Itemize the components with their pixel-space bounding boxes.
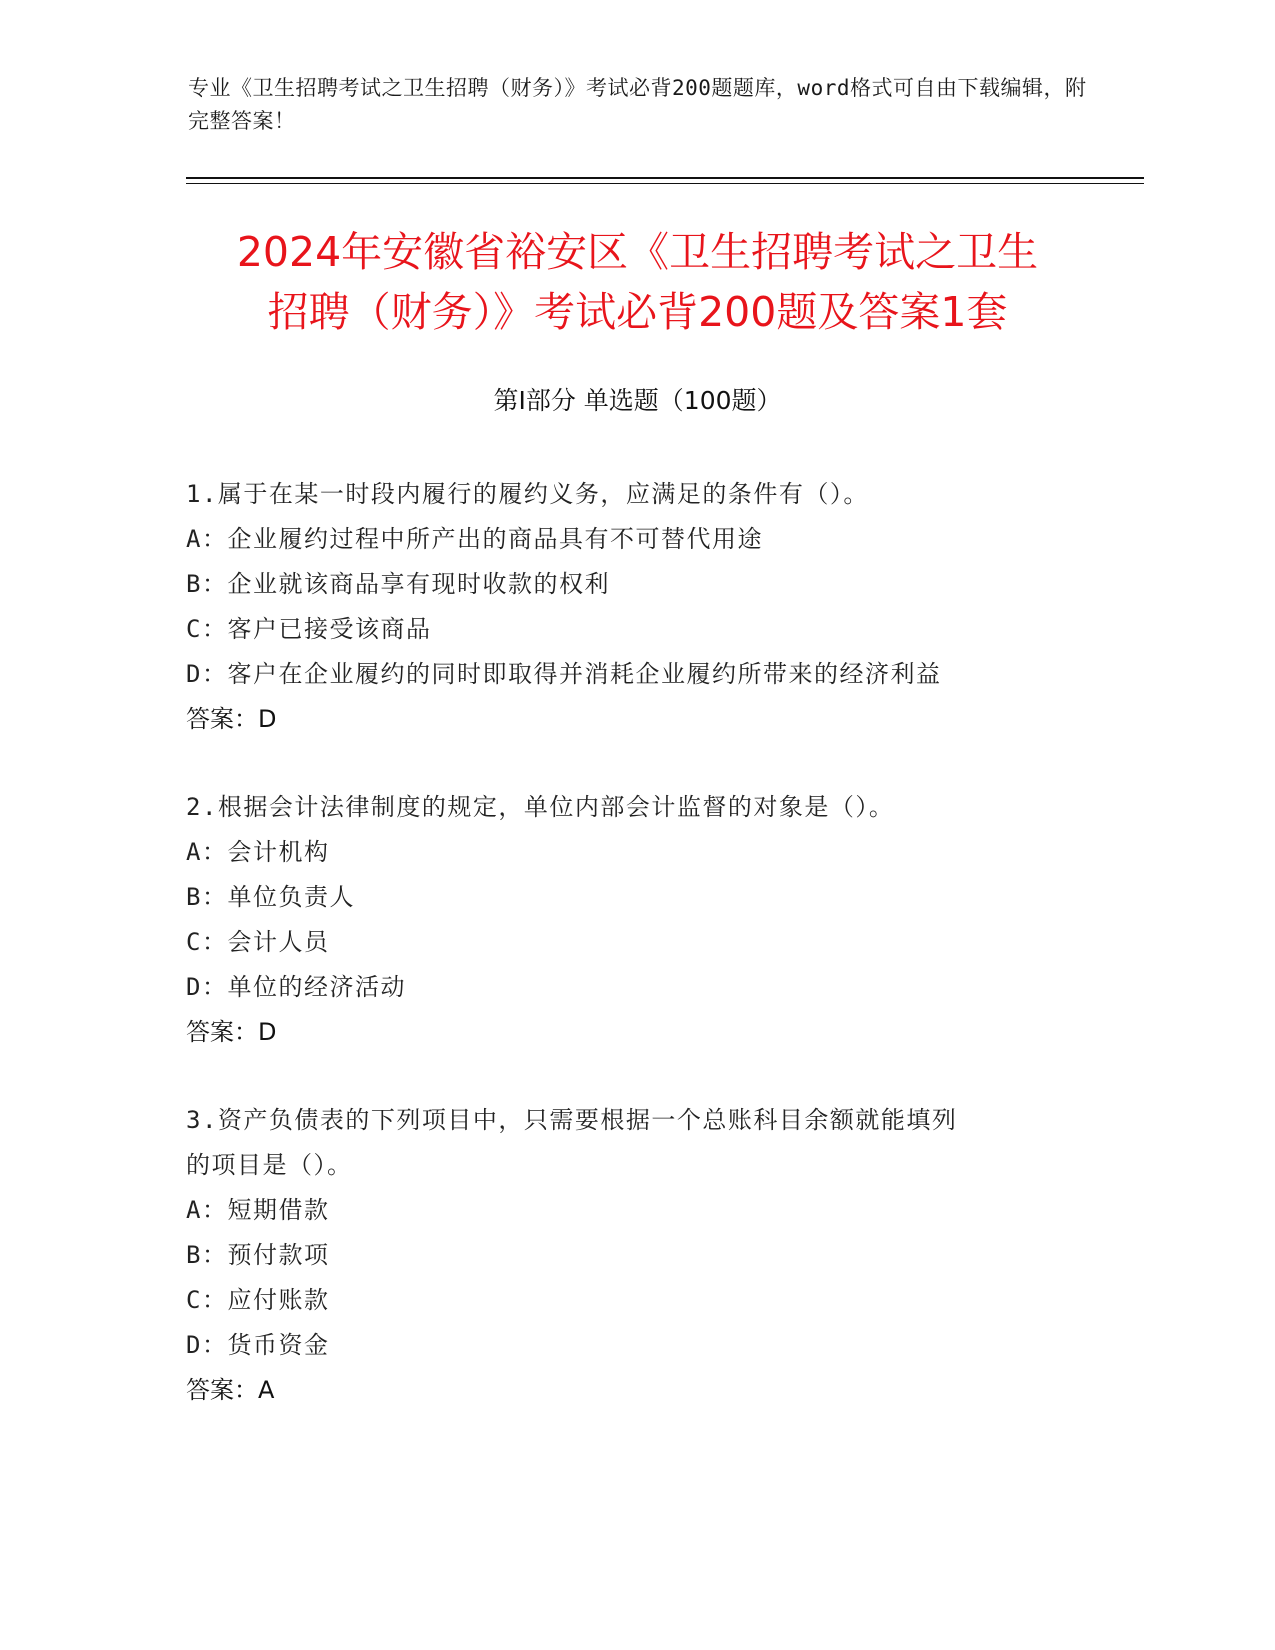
document-title-line-1: 2024年安徽省裕安区《卫生招聘考试之卫生 [236,228,1039,276]
question-list [186,472,1086,1456]
question-stem-continued: 的项目是（）。 [186,1151,353,1179]
question-stem: 2.根据会计法律制度的规定，单位内部会计监督的对象是（）。 [186,793,895,821]
option-c: C：应付账款 [186,1286,330,1314]
question-3 [186,1098,1086,1413]
answer: 答案：D [186,1018,277,1046]
answer: 答案：D [186,705,277,733]
question-stem: 3.资产负债表的下列项目中，只需要根据一个总账科目余额就能填列 [186,1106,958,1134]
option-d: D：客户在企业履约的同时即取得并消耗企业履约所带来的经济利益 [186,660,942,688]
option-c: C：客户已接受该商品 [186,615,432,643]
option-b: B：预付款项 [186,1241,330,1269]
header-note: 专业《卫生招聘考试之卫生招聘（财务）》考试必背200题题库，word格式可自由下载编辑，附完整答案！ [188,76,1087,133]
section-heading: 第Ⅰ部分 单选题（100题） [493,386,782,415]
option-d: D：货币资金 [186,1331,330,1359]
answer: 答案：A [186,1376,275,1404]
document-title-line-2: 招聘（财务）》考试必背200题及答案1套 [267,288,1008,336]
option-a: A：短期借款 [186,1196,330,1224]
question-stem: 1.属于在某一时段内履行的履约义务，应满足的条件有（）。 [186,480,869,508]
document-title [150,222,1125,342]
option-a: A：企业履约过程中所产出的商品具有不可替代用途 [186,525,763,553]
question-2 [186,785,1086,1055]
option-d: D：单位的经济活动 [186,973,406,1001]
header-divider-thin [186,183,1144,184]
option-a: A：会计机构 [186,838,330,866]
option-b: B：企业就该商品享有现时收款的权利 [186,570,610,598]
header-divider-thick [186,177,1144,179]
option-b: B：单位负责人 [186,883,355,911]
question-1 [186,472,1086,742]
option-c: C：会计人员 [186,928,330,956]
